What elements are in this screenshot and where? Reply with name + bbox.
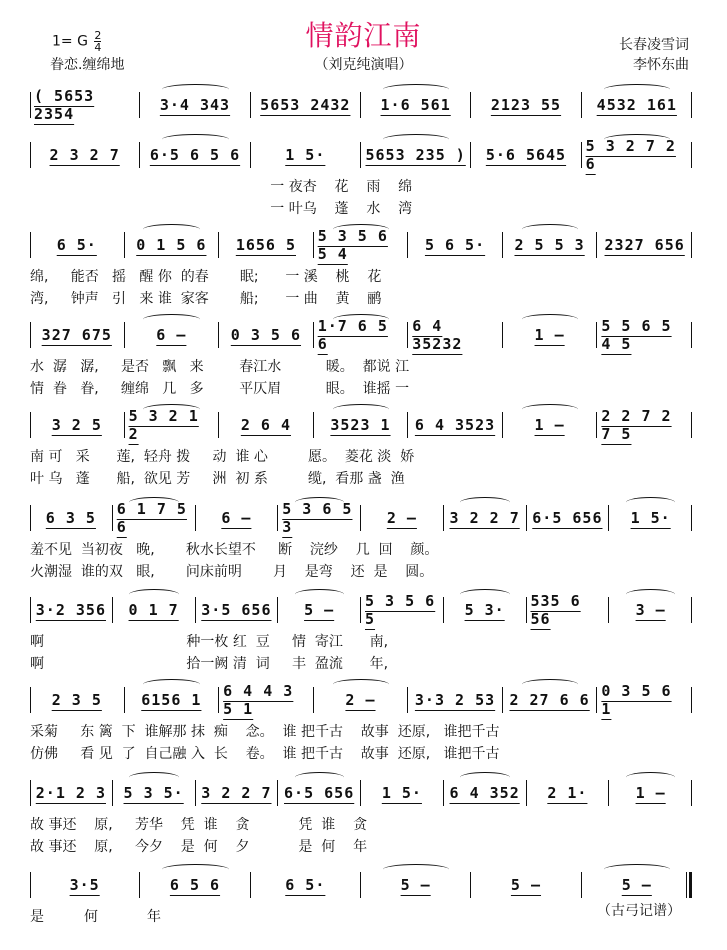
measure-notes: 3 –	[635, 601, 666, 619]
measure	[408, 687, 503, 713]
measure	[140, 92, 250, 118]
measure	[219, 682, 314, 718]
measure	[361, 780, 444, 806]
measure-notes: 6 4 352	[449, 784, 520, 802]
key-label: 1= G	[52, 33, 88, 50]
measure	[471, 872, 581, 898]
slur-mark	[129, 497, 179, 508]
measure-notes: 2 5 5 3	[514, 236, 585, 254]
measure	[444, 505, 527, 531]
measure	[471, 92, 581, 118]
measure-notes: 5653 2432	[260, 96, 351, 114]
composer-credit: 李怀东曲	[633, 57, 689, 73]
lyric-line-1: 绵, 能否 摇 醒 你 的春 眠; 一 溪 桃 花	[30, 269, 382, 285]
notation-line	[30, 592, 692, 628]
singer-credit: （刘克纯演唱）	[314, 57, 413, 73]
measure-notes: 5 –	[510, 876, 542, 894]
slur-mark	[522, 314, 579, 325]
slur-mark	[162, 84, 228, 95]
barline	[691, 687, 692, 713]
measure-notes: 2123 55	[490, 96, 562, 114]
slur-mark	[626, 497, 676, 508]
measure-notes: 6 1 7 5 6	[116, 500, 187, 536]
measure-notes: 2 27 6 6	[509, 691, 590, 709]
barline	[691, 597, 692, 623]
slur-mark	[333, 314, 390, 325]
barline	[30, 780, 31, 806]
measure-notes: 3·5 656	[201, 601, 272, 619]
lyric-line-2: 湾, 钟声 引 来 谁 家客 船; 一 曲 黄 鹂	[30, 291, 382, 307]
measure-notes: 5 3 5 6 5	[365, 592, 436, 628]
measure-notes: 6 4 4 3 5 1	[223, 682, 294, 718]
measure-notes: 2 1·	[547, 784, 588, 802]
measure	[527, 505, 610, 531]
measure	[503, 412, 598, 438]
lyric-line-1: 啊 种一枚 红 豆 情 寄江 南,	[30, 634, 389, 650]
slur-mark	[626, 772, 676, 783]
lyric-line-1: 故 事还 原, 芳华 凭 谁 贪 凭 谁 贪	[30, 817, 368, 833]
measure-notes: 5 3 2 7 2 6	[585, 137, 676, 173]
slur-mark	[522, 404, 579, 415]
lyric-line-2: 叶 乌 蓬 船, 欲见 芳 洲 初 系 缆, 看那 盏 渔	[30, 471, 405, 487]
measure-notes: 5 –	[400, 876, 431, 894]
measure	[314, 317, 409, 353]
measure-notes: 5 3 6 5 3	[282, 500, 353, 536]
lyric-line-2: 火潮湿 谁的双 眼, 问床前明 月 是弯 还 是 圆。	[30, 564, 434, 580]
lyric-line-2: 一 叶乌 蓬 水 湾	[30, 201, 413, 217]
slur-mark	[129, 589, 179, 600]
slur-mark	[460, 497, 510, 508]
measure	[30, 142, 140, 168]
measure	[219, 232, 314, 258]
barline	[30, 505, 31, 531]
measure	[125, 687, 220, 713]
barline	[30, 872, 31, 898]
barline	[30, 92, 31, 118]
barline	[30, 232, 31, 258]
measure-notes: 6·5 656	[532, 509, 603, 527]
measure	[251, 92, 361, 118]
measure-notes: 4532 161	[596, 96, 677, 114]
measure	[30, 412, 125, 438]
lyric-line-2: 啊 拾一阙 清 词 丰 盈流 年,	[30, 656, 389, 672]
barline	[30, 142, 31, 168]
measure-notes: ( 5653 2354	[34, 87, 95, 123]
barline	[691, 232, 692, 258]
measure-notes: 1 –	[534, 326, 565, 344]
barline	[691, 780, 692, 806]
measure-notes: 5 3 5 6 5 4	[317, 227, 388, 263]
measure	[140, 142, 250, 168]
measure-notes: 3·5	[69, 876, 100, 894]
measure	[219, 322, 314, 348]
measure-notes: 3 2 5	[51, 416, 102, 434]
measure-notes: 1 5·	[630, 509, 671, 527]
notation-line	[30, 137, 692, 173]
measure	[582, 872, 692, 898]
notation-line	[30, 780, 692, 806]
slur-mark	[333, 679, 390, 690]
measure-notes: 2 3 5	[51, 691, 102, 709]
measure	[582, 137, 692, 173]
time-signature	[94, 30, 101, 53]
measure	[361, 142, 471, 168]
measure	[527, 780, 610, 806]
barline	[691, 505, 692, 531]
measure-notes: 0 3 5 6 1	[601, 682, 672, 718]
measure	[314, 687, 409, 713]
measure	[609, 780, 692, 806]
measure-notes: 5 3·	[464, 601, 505, 619]
measure	[597, 407, 692, 443]
slur-mark	[162, 134, 228, 145]
measure-notes: 5·6 5645	[485, 146, 567, 164]
slur-mark	[295, 772, 345, 783]
slur-mark	[383, 864, 449, 875]
measure	[597, 317, 692, 353]
measure-notes: 327 675	[41, 326, 112, 344]
measure	[30, 597, 113, 623]
measure	[30, 687, 125, 713]
measure	[582, 92, 692, 118]
slur-mark	[143, 679, 200, 690]
measure-notes: 5 –	[621, 876, 652, 894]
measure	[278, 500, 361, 536]
expression-mark: 眷恋.缠绵地	[50, 57, 125, 73]
measure	[278, 597, 361, 623]
measure-notes: 0 3 5 6	[230, 326, 302, 344]
measure-notes: 2 3 2 7	[49, 146, 120, 164]
measure-notes: 5 –	[304, 601, 335, 619]
measure-notes: 2 6 4	[240, 416, 291, 434]
measure-notes: 2 –	[386, 509, 417, 527]
measure-notes: 6·5 6 5 6	[149, 146, 241, 164]
slur-mark	[383, 84, 449, 95]
measure	[125, 232, 220, 258]
measure-notes: 2 2 7 2 7 5	[601, 407, 672, 443]
measure	[113, 597, 196, 623]
barline	[691, 412, 692, 438]
measure-notes: 2·1 2 3	[35, 784, 106, 802]
measure-notes: 6 3 5	[45, 509, 96, 527]
measure-notes: 6 5·	[285, 876, 326, 894]
lyric-line-2: 仿佛 看 见 了 自己融 入 长 卷。 谁 把千古 故事 还原, 谁把千古	[30, 746, 500, 762]
measure	[113, 780, 196, 806]
measure	[609, 597, 692, 623]
slur-mark	[143, 224, 200, 235]
slur-mark	[162, 864, 228, 875]
notation-line	[30, 872, 692, 898]
measure	[503, 232, 598, 258]
notation-line	[30, 407, 692, 443]
slur-mark	[129, 772, 179, 783]
measure-notes: 3·4 343	[159, 96, 231, 114]
measure-notes: 6·5 656	[284, 784, 355, 802]
measure	[503, 687, 598, 713]
measure	[125, 322, 220, 348]
slur-mark	[460, 772, 510, 783]
measure-notes: 1656 5	[235, 236, 296, 254]
lyric-line-1: 南 可 采 莲, 轻舟 拨 动 谁 心 愿。 菱花 淡 娇	[30, 449, 415, 465]
barline	[30, 687, 31, 713]
measure	[408, 412, 503, 438]
measure	[361, 92, 471, 118]
measure	[251, 142, 361, 168]
measure-notes: 0 1 5 6	[136, 236, 207, 254]
measure-notes: 6 –	[221, 509, 252, 527]
measure	[30, 232, 125, 258]
measure	[196, 597, 279, 623]
measure	[278, 780, 361, 806]
time-sig-bottom: 4	[94, 41, 102, 54]
measure	[527, 592, 610, 628]
measure-notes: 6 5 6	[169, 876, 221, 894]
measure	[30, 780, 113, 806]
barline	[30, 322, 31, 348]
measure	[408, 317, 503, 353]
measure-notes: 1 5·	[381, 784, 422, 802]
notation-line	[30, 227, 692, 263]
measure	[597, 682, 692, 718]
time-sig-top: 2	[94, 29, 102, 42]
slur-mark	[460, 589, 510, 600]
transcriber-credit: （古弓记谱）	[597, 903, 681, 919]
measure	[30, 872, 140, 898]
measure	[408, 232, 503, 258]
lyric-line-1: 羞不见 当初夜 晚, 秋水长望不 断 浣纱 几 回 颜。	[30, 542, 439, 558]
measure	[314, 227, 409, 263]
slur-mark	[333, 224, 390, 235]
key-signature	[52, 30, 101, 53]
measure	[444, 780, 527, 806]
measure	[125, 407, 220, 443]
measure	[251, 872, 361, 898]
lyric-line-1: 是 何 年	[30, 909, 162, 925]
lyric-line-1: 水 潺 潺, 是否 飘 来 春江水 暖。 都说 江	[30, 359, 410, 375]
slur-mark	[604, 134, 670, 145]
barline	[30, 412, 31, 438]
measure	[503, 322, 598, 348]
measure-notes: 0 1 7	[128, 601, 179, 619]
barline	[691, 322, 692, 348]
measure	[196, 780, 279, 806]
final-barline	[686, 872, 692, 898]
measure-notes: 535 6 56	[530, 592, 581, 628]
measure-notes: 3 2 2 7	[201, 784, 272, 802]
measure-notes: 5 5 6 5 4 5	[601, 317, 672, 353]
measure-notes: 3523 1	[330, 416, 391, 434]
measure-notes: 3·3 2 53	[414, 691, 496, 709]
measure-notes: 3·2 356	[35, 601, 106, 619]
measure	[471, 142, 581, 168]
barline	[30, 597, 31, 623]
slur-mark	[522, 224, 579, 235]
measure-notes: 5653 235 )	[365, 146, 466, 164]
slur-mark	[295, 497, 345, 508]
measure-notes: 5 3 2 1 2	[128, 407, 199, 443]
measure-notes: 2 –	[345, 691, 376, 709]
measure	[361, 872, 471, 898]
notation-line	[30, 87, 692, 123]
measure-notes: 1 –	[534, 416, 565, 434]
measure	[609, 505, 692, 531]
measure	[140, 872, 250, 898]
lyric-line-2: 故 事还 原, 今夕 是 何 夕 是 何 年	[30, 839, 368, 855]
slur-mark	[383, 134, 449, 145]
barline	[691, 92, 692, 118]
measure-notes: 5 6 5·	[424, 236, 486, 254]
measure-notes: 1 5·	[285, 146, 326, 164]
measure-notes: 1·7 6 5 6	[317, 317, 388, 353]
measure	[30, 322, 125, 348]
slur-mark	[604, 864, 670, 875]
measure	[30, 87, 140, 123]
lyricist-credit: 长春凌雪词	[619, 37, 689, 53]
slur-mark	[522, 679, 579, 690]
lyric-line-1: 采菊 东 篱 下 谁解那 抹 痴 念。 谁 把千古 故事 还原, 谁把千古	[30, 724, 500, 740]
measure	[113, 500, 196, 536]
measure-notes: 5 3 5·	[123, 784, 184, 802]
measure	[30, 505, 113, 531]
measure	[196, 505, 279, 531]
measure	[361, 592, 444, 628]
measure-notes: 6 5·	[56, 236, 97, 254]
measure	[444, 597, 527, 623]
barline	[691, 142, 692, 168]
song-title: 情韵江南	[305, 19, 422, 52]
notation-line	[30, 317, 692, 353]
slur-mark	[333, 404, 390, 415]
measure	[219, 412, 314, 438]
measure-notes: 1 –	[635, 784, 666, 802]
measure	[361, 505, 444, 531]
measure	[597, 232, 692, 258]
notation-line	[30, 500, 692, 536]
measure-notes: 2327 656	[604, 236, 685, 254]
notation-line	[30, 682, 692, 718]
measure-notes: 3 2 2 7	[449, 509, 520, 527]
measure	[314, 412, 409, 438]
slur-mark	[626, 589, 676, 600]
slur-mark	[604, 84, 670, 95]
measure-notes: 6 –	[156, 326, 187, 344]
slur-mark	[143, 404, 200, 415]
measure-notes: 6 4 35232	[412, 317, 463, 353]
measure-notes: 1·6 561	[380, 96, 451, 114]
slur-mark	[295, 589, 345, 600]
lyric-line-1: 一 夜杏 花 雨 绵	[30, 179, 413, 195]
lyric-line-2: 情 眷 眷, 缠绵 几 多 平仄眉 眼。 谁摇 一	[30, 381, 410, 397]
slur-mark	[143, 314, 200, 325]
measure-notes: 6156 1	[141, 691, 202, 709]
measure-notes: 6 4 3523	[414, 416, 496, 434]
